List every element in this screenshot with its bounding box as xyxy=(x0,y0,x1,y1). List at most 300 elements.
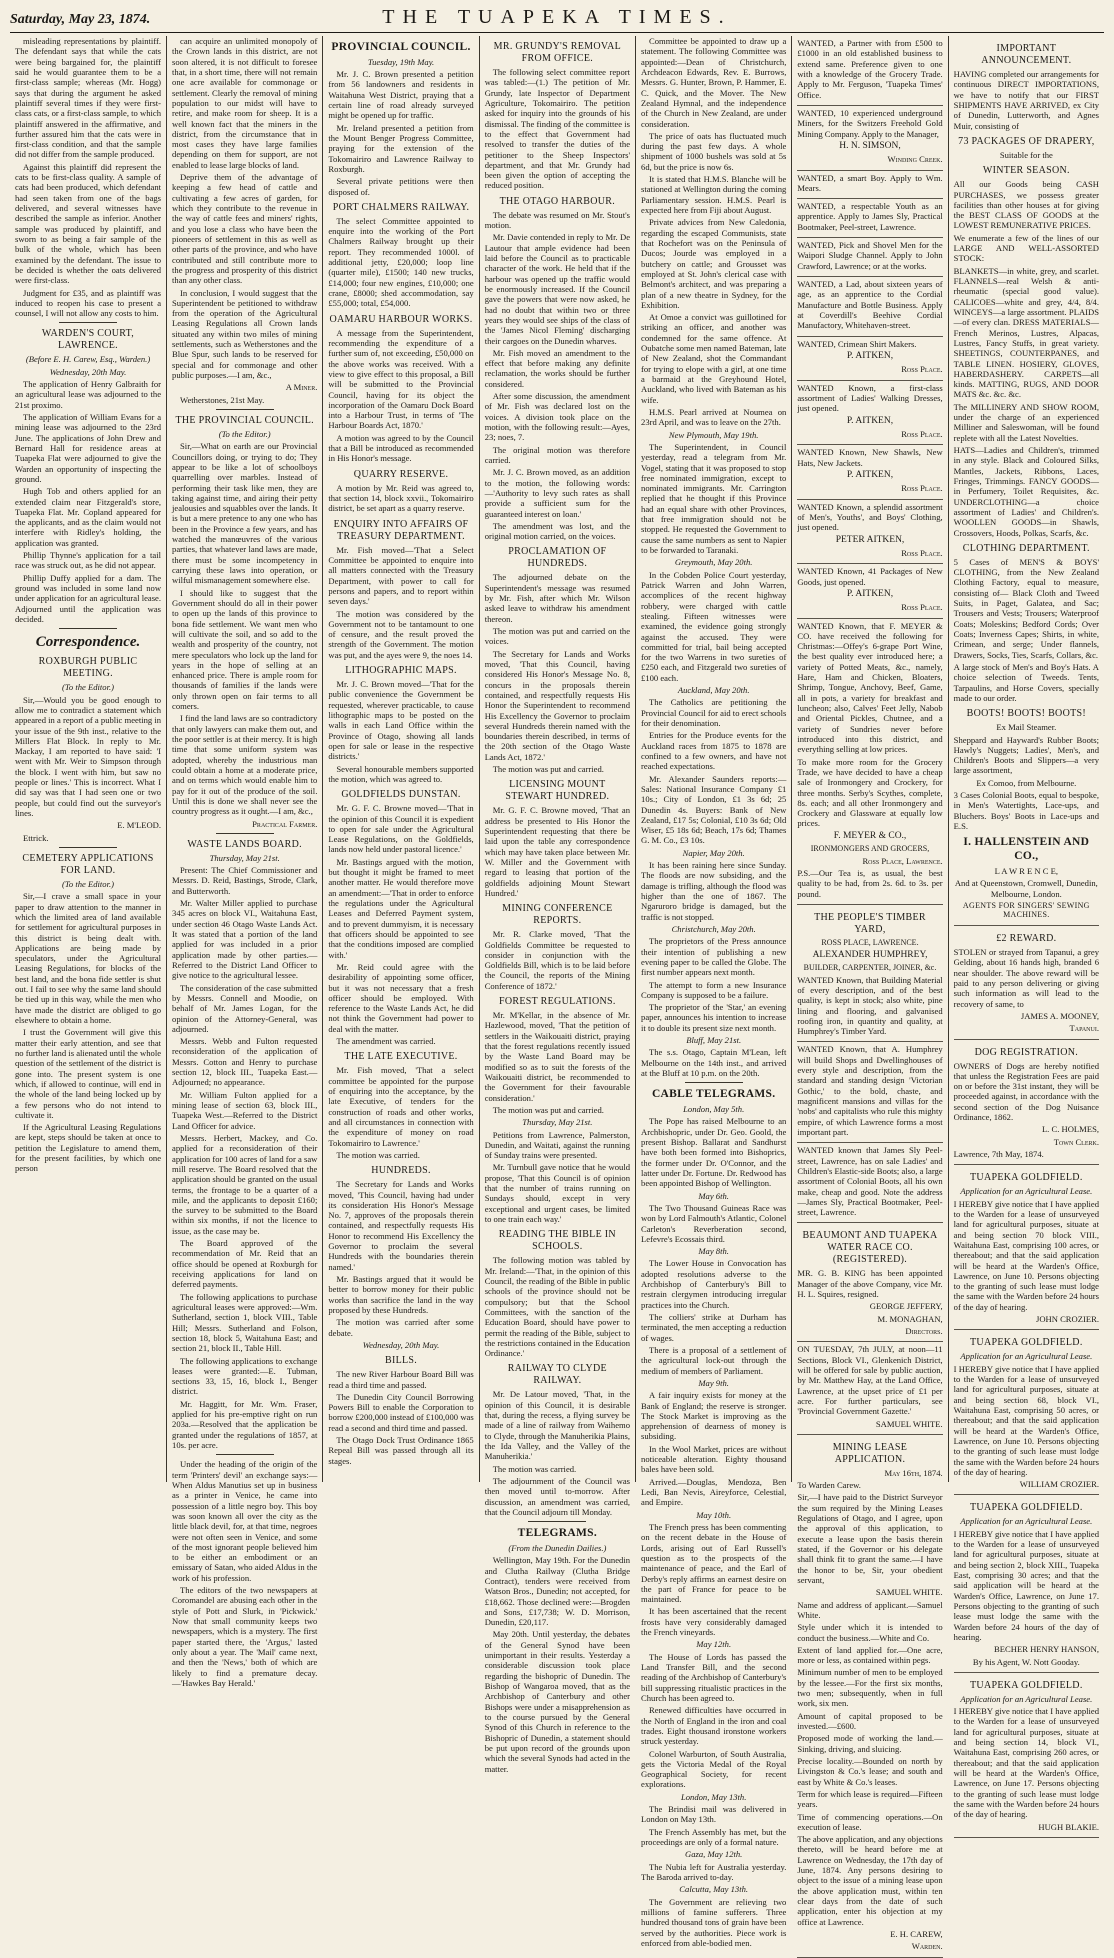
article-paragraph: If the Agricultural Leasing Regulations are kept, steps should be taken at once to petition the Legislature to amend them, for the present facilities, by which one person xyxy=(15,1122,162,1174)
article-paragraph: The adjournment of the Council was then moved until to-morrow. After discussion, an amendment was carried, that the Council adjourn till Monday. xyxy=(484,1475,631,1517)
correspondence-heading: Correspondence. xyxy=(35,634,141,651)
article-paragraph: Mr. Bastings argued with the motion, but thought it might be framed to meet another matter. He would therefore move an amendment:—'That in order to enforce the regulations under the Agricultural Leases and Deferred Payment system, and to prevent dummyism, it is necessary that officers should be appointed to see that the conditions imposed are complied with.' xyxy=(328,856,474,960)
dateline: Christchurch, May 20th. xyxy=(671,923,756,934)
dateline: Gaza, May 12th. xyxy=(685,1849,743,1860)
ad-text: Ex Mail Steamer. xyxy=(996,722,1057,733)
ad-advertiser: HUGH BLAKIE. xyxy=(1038,1821,1099,1832)
dateline: Calcutta, May 13th. xyxy=(679,1884,749,1895)
ad-heading: TUAPEKA GOLDFIELD. xyxy=(970,1172,1083,1184)
article-paragraph: Mr. R. Clarke moved, 'That the Goldfields Committee be requested to consider in conjunction with the Goldfields Bill, which is to be laid before the Council, the reports of the Mining Conference of 1872.' xyxy=(484,929,631,991)
classified-ad xyxy=(797,1042,942,1143)
article-paragraph: Mr. Fish moved—'That a Select Committee be appointed to enquire into all matters connected with the Treasury Department, with power to call for persons and papers, and to report within seven days.' xyxy=(328,544,474,607)
ad-role: Town Clerk. xyxy=(1053,1136,1099,1147)
divider xyxy=(59,628,117,629)
classified-ad xyxy=(797,1342,942,1435)
article-paragraph: Under the heading of the origin of the term 'Printers' devil' an exchange says:—When Aldus Manutius set up in business as a printer in Venice, he came into possession of a little negro boy. This boy was soon known all over the city as the little black devil, for, at that time, negroes were not often seen in Venice, and some of the most ignorant people believed him to be either an embodiment or an emissary of Satan, who aided Aldus in the work of his profession. xyxy=(172,1459,318,1583)
ad-text: BLANKETS—in white, grey, and scarlet. FLANNELS—real Welsh & anti-rheumatic (special good value). CALICOES—white and grey, 4/4, 8/4. WINCEYS—a large assortment. PLAIDS—of every clan. DRESS MATERIALS—French Merinos, Lustres, Alpacas, Lustres, Fancy Stuffs, in great variety. SHEETINGS, COUNTERPANES, and TABLE LINEN. HOSIERY, GLOVES, HABERDASHERY. CARPETS—all kinds. MATTING, RUGS, AND DOOR MATS &c. &c. &c. xyxy=(953,265,1099,400)
article-paragraph: Several honourable members supported the motion, which was agreed to. xyxy=(328,763,474,784)
article-paragraph: The attempt to form a new Insurance Company is supposed to be a failure. xyxy=(641,979,787,1000)
ad-place: Tapanui. xyxy=(1069,1023,1099,1034)
article-paragraph: At Omoe a convict was guillotined for striking an officer, and another was condemned for the same offence. At Oubatche some men named Bateman, late of New Zealand, shot the Commandant for trying to elope with a girl, at one time a barmaid at the Greyhound Hotel, Auckland, who lived with Bateman as his wife. xyxy=(641,312,787,405)
ad-advertiser: P. AITKEN, xyxy=(846,588,894,599)
ad-text: WANTED, a Partner with from £500 to £1000 in an old established business to extend same. Preference given to one with a knowledge of the Grocery Trade. Apply to Mr. Ferguson, 'Tuapeka Times' Office. xyxy=(797,38,943,100)
subsection-heading: PROCLAMATION OF HUNDREDS. xyxy=(508,546,607,570)
article-paragraph: Petitions from Lawrence, Palmerston, Dunedin, and Waitati, against the running of Sunday trains were presented. xyxy=(484,1129,631,1161)
ad-text: Amount of capital proposed to be invested.—£600. xyxy=(797,1710,943,1732)
article-paragraph: The motion was put and carried. xyxy=(492,1104,604,1115)
dateline: May 8th. xyxy=(698,1246,729,1257)
ad-text: 3 Cases Colonial Boots, equal to bespoke, in Men's Watertights, Lace-ups, and Bluchers. Boys' Boots in Lace-ups and E.S. xyxy=(953,790,1099,831)
section-heading: WASTE LANDS BOARD. xyxy=(187,838,302,850)
ad-text: I HEREBY give notice that I have applied to the Warden for a lease of unsurveyed land for agricultural purposes, situate at and being section 68, block VI., Waitahuna East, comprising 50 acres, or thereabout; and that the said application will be heard at the Warden's Office, Lawrence, on June 10. Persons objecting to the granting of such lease must lodge the same with the Warden before 24 hours of the day of hearing. xyxy=(953,1363,1099,1477)
article-paragraph: Committee be appointed to draw up a statement. The following Committee was appointed:—Dean of Christchurch, Archdeacon Edwards, Rev. E. Burrows, Messrs. G. Hunter, Brown, P. Hammer, E. C. Quick, and the Mover. The New Zealand Hymnal, and the independence of the Church in New Zealand, are under consideration. xyxy=(641,36,787,129)
article-paragraph: The Dunedin City Council Borrowing Powers Bill to enable the Corporation to borrow £200,000 instead of £100,000 was read a second and third time and passed. xyxy=(328,1391,474,1433)
article-paragraph: In the Cobden Police Court yesterday, Patrick Warren and John Warren, accomplices of the recent highway robbery, were charged with cattle stealing. Fifteen witnesses were examined, the evidence going strongly against the accused. They were committed for trial, bail being accepted for the two Warrens in two sureties of £250 each, and Fitzgerald two sureties of £100 each. xyxy=(641,569,787,683)
article-paragraph: H.M.S. Pearl arrived at Noumea on 23rd April, and was to leave on the 27th. xyxy=(641,406,787,428)
article-paragraph: The application of William Evans for a mining lease was adjourned to the 23rd June. The applications of John Drew and Bernard Hall for residence areas at Tuapeka Flat were adjourned to give the Warden an opportunity of inspecting the ground. xyxy=(15,412,162,484)
article-paragraph: The following applications to purchase agricultural leases were approved:—Wm. Sutherland, section 1, block VIII., Table Hill; Messrs. Sutherland and Folson, section 18, block 5, Waitahuna East; and section 21, block II., Table Hill. xyxy=(172,1291,318,1354)
article-paragraph: The Pope has raised Melbourne to an Archbishopric, under Dr. Geo. Goold, the present Bishop. Ballarat and Sandhurst have both been formed into Bishoprics, the former under Dr. O'Connor, and the latter under Dr. Fortune. Dr. Redwood has been appointed Bishop of Wellington. xyxy=(641,1116,787,1189)
columns xyxy=(10,36,1104,1952)
ad-text: WANTED, Crimean Shirt Makers. xyxy=(797,338,917,349)
subsection-heading: LICENSING MOUNT STEWART HUNDRED. xyxy=(505,779,610,803)
article-paragraph: Mr. Bastings argued that it would be better to borrow money for their public works than sacrifice the land in the way proposed by these Hundreds. xyxy=(328,1274,474,1315)
article-paragraph: The new River Harbour Board Bill was read a third time and passed. xyxy=(328,1369,474,1390)
subsection-heading: PORT CHALMERS RAILWAY. xyxy=(332,201,470,213)
ad-advertiser: SAMUEL WHITE. xyxy=(875,1587,943,1598)
classified-ad xyxy=(797,905,942,1042)
ad-text: OWNERS of Dogs are hereby notified that unless the Registration Fees are paid on or before the 31st instant, they will be proceeded against, in accordance with the second section of the Dog Nuisance Ordinance, 1862. xyxy=(953,1060,1099,1123)
article-paragraph: Phillip Thynne's application for a tail race was struck out, as he did not appear. xyxy=(15,550,162,571)
article-paragraph: The Lower House in Convocation has adopted resolutions adverse to the Archbishop of Canterbury's Bill to restrain clergymen introducing irregular practices into the Church. xyxy=(641,1258,787,1310)
ad-advertiser: H. N. SIMSON, xyxy=(839,140,901,151)
classified-ad xyxy=(797,619,942,905)
column-4 xyxy=(479,36,635,1774)
divider xyxy=(216,409,274,410)
article-paragraph: Judgment for £35, and as plaintiff was induced to reopen his case to present a counsel, I will not allow any costs to him. xyxy=(15,287,162,319)
article-paragraph: Entries for the Produce events for the Auckland races from 1875 to 1878 are confined to a few owners, and have not reached expectations. xyxy=(641,730,787,772)
article-paragraph: The Superintendent, in Council yesterday, read a telegram from Mr. Vogel, stating that it was proposed to stop free nominated immigration, except to nominated immigrants. Mr. Carrington replied that he thought if this Province had an equal share with other Provinces, that free immigration should not be stopped. He requested the Government to cause the same numbers as sent to Napier to be forwarded to Taranaki. xyxy=(641,441,787,555)
section-subheading: (From the Dunedin Dailies.) xyxy=(508,1542,607,1553)
ad-text: WANTED Known, New Shawls, New Hats, New Jackets. xyxy=(797,447,943,468)
article-paragraph: Present: The Chief Commissioner and Messrs. D. Reid, Bastings, Strode, Clark, and Butterworth. xyxy=(172,865,318,896)
ad-text: 5 Cases of MEN'S & BOYS' CLOTHING, from the New Zealand Clothing Factory, equal to measure, consisting of— Black Cloth and Tweed Suits, in Paget, Galatea, and Sac; Trousers and Vests; Trousers; Waterproof Coats; Moleskins; Bedford Cords; Over Coats; Inverness Capes; Shirts, in white, Crimean, and serge; Under flannels, Drawers, Socks, Ties, Scarfs, Collars, &c. xyxy=(953,556,1099,660)
newspaper-title: THE TUAPEKA TIMES. xyxy=(382,6,732,28)
display-ad-hallenstein xyxy=(954,36,1099,926)
section-date: Thursday, May 21st. xyxy=(209,852,280,863)
column-2 xyxy=(166,36,322,1688)
dateline: Napier, May 20th. xyxy=(682,847,745,858)
ad-subheading: BOOTS! BOOTS! BOOTS! xyxy=(966,708,1086,720)
article-paragraph: Mr. G. F. C. Browne moved, 'That an address be presented to His Honor the Superintendent requesting that there be laid upon the table any correspondence which may have taken place between Mr. W. Miller and the Government with regard to leasing that portion of the goldfields adjoining Mount Stewart Hundred.' xyxy=(484,805,631,898)
section-heading: CEMETERY APPLICATIONS FOR LAND. xyxy=(22,852,154,876)
article-paragraph: The Nubia left for Australia yesterday. The Baroda arrived to-day. xyxy=(641,1861,787,1882)
article-paragraph: Mr. J. C. Brown moved, as an addition to the motion, the following words:—'Authority to levy such rates as shall provide a sufficient sum for the guaranteed interest on loan.' xyxy=(484,467,631,519)
article-paragraph: Mr. Haggitt, for Mr. Wm. Fraser, applied for his pre-emptive right on run 203a.—Resolved that the application be granted under the regulations of 1857, at 10s. per acre. xyxy=(172,1398,318,1450)
section-subheading: (To the Editor.) xyxy=(62,878,114,889)
subsection-heading: LITHOGRAPHIC MAPS. xyxy=(345,665,457,677)
ad-date: Lawrence, 7th May, 1874. xyxy=(953,1149,1044,1160)
ad-text: WANTED, a smart Boy. Apply to Wm. Mears. xyxy=(797,172,943,193)
letter-place: Ettrick. xyxy=(23,832,49,843)
ad-text: WANTED Known, that Building Material of every description, and of the best quality, is kept in stock; also white, pine lining and flooring, and galvanised roofing iron, in quantity and quality, at Humphrey's Timber Yard. xyxy=(797,974,943,1037)
article-paragraph: The French Assembly has met, but the proceedings are only of a formal nature. xyxy=(641,1826,787,1848)
article-paragraph: The editors of the two newspapers at Coromandel are abusing each other in the style of Pott and Slurk, in 'Pickwick.' Now that small community keeps two newspapers, which is a mystery. The first paper started there, the 'Argus,' lasted only about a year. The 'Mail' came next, and then the 'News,' both of which are likely to find a premature decay.—'Hawkes Bay Herald.' xyxy=(172,1585,318,1688)
ad-heading: TUAPEKA GOLDFIELD. xyxy=(970,1337,1083,1349)
article-paragraph: The colliers' strike at Durham has terminated, the men accepting a reduction of wages. xyxy=(641,1312,787,1343)
ad-text: P.S.—Our Tea is, as usual, the best quality to be had, from 2s. 6d. to 3s. per pound. xyxy=(797,868,943,899)
classified-ad xyxy=(797,1435,942,1958)
subsection-heading: MR. GRUNDY'S REMOVAL FROM OFFICE. xyxy=(493,41,622,64)
subsection-heading: OAMARU HARBOUR WORKS. xyxy=(329,313,473,325)
classified-ad xyxy=(797,36,942,106)
ad-heading: BEAUMONT AND TUAPEKA WATER RACE CO. (REGISTERED). xyxy=(802,1230,938,1266)
section-date: Thursday, May 21st. xyxy=(522,1117,593,1128)
article-paragraph: Mr. G. F. C. Browne moved—'That in the opinion of this Council it is expedient to open for sale under the Agricultural Lease Regulations, on the Goldfields, lands now held under pastoral licence.' xyxy=(328,803,474,855)
ad-text: Name and address of applicant.—Samuel White. xyxy=(797,1599,943,1620)
dateline: New Plymouth, May 19th. xyxy=(668,429,759,440)
classified-ad xyxy=(797,199,942,238)
section-date: Wednesday, 20th May. xyxy=(49,366,127,377)
classified-ad xyxy=(797,1223,942,1342)
ad-text: WANTED, a respectable Youth as an apprentice. Apply to James Sly, Practical Bootmaker, Peel-street, Lawrence. xyxy=(797,201,943,232)
subsection-heading: HUNDREDS. xyxy=(371,1165,431,1177)
article-paragraph: After some discussion, the amendment of Mr. Fish was declared lost on the voices. A division took place on the motion, with the following result:—Ayes, 23; noes, 7. xyxy=(484,391,631,443)
dateline: May 10th. xyxy=(696,1509,732,1520)
article-paragraph: Mr. William Fulton applied for a mining lease of section 63, block III., Tuapeka West.—Referred to the District Land Officer for advice. xyxy=(172,1089,318,1131)
subsection-heading: GOLDFIELDS DUNSTAN. xyxy=(341,789,461,801)
divider xyxy=(685,1082,743,1083)
divider xyxy=(59,322,117,323)
ad-text: To Warden Carew. xyxy=(797,1480,861,1491)
ad-text: WANTED Known, a splendid assortment of Men's, Youths', and Boys' Clothing, just opened. xyxy=(797,501,943,533)
ad-advertiser: L. C. HOLMES, xyxy=(1041,1124,1099,1135)
ad-heading: MINING LEASE APPLICATION. xyxy=(832,1441,908,1465)
section-heading: THE PROVINCIAL COUNCIL. xyxy=(175,414,314,426)
ad-text: MR. G. B. KING has been appointed Manager of the above Company, vice Mr. H. L. Squires, resigned. xyxy=(797,1268,943,1300)
article-paragraph: The motion was put and carried. xyxy=(492,764,604,775)
section-heading: CABLE TELEGRAMS. xyxy=(651,1088,776,1101)
subsection-heading: THE LATE EXECUTIVE. xyxy=(344,1051,458,1063)
article-paragraph: Mr. M'Kellar, in the absence of Mr. Hazlewood, moved, 'That the petition of settlers in the Waikouaiti district, praying that the forest regulations recently issued by the Waste Land Board may be modified so as to suit the forests of the Waikouaiti district, be recommended to the Government for their favourable consideration.' xyxy=(484,1010,631,1103)
ad-text: WANTED Known, 41 Packages of New Goods, just opened. xyxy=(797,566,943,587)
ad-heading: IMPORTANT ANNOUNCEMENT. xyxy=(981,43,1072,66)
article-paragraph: Sir,—What on earth are our Provincial Councillors doing, or trying to do; They appear to be like a lot of schoolboys quarrelling over marbles. Instead of performing their task like men, they are taking against time, and airing their petty jealousies and squabbles over the lands. It is but a mere pretence to any one who has been in the Province a few years, and has watched the manœuvres of the various parties, that whatever land laws are made, there must be some incompetency in carrying these laws into operation, or wilful mismanagement somewhere else. xyxy=(172,441,318,586)
divider xyxy=(59,847,117,848)
article-paragraph: Mr. Turnbull gave notice that he would propose, 'That this Council is of opinion that the number of trains running on Sundays should, except in very exceptional and urgent cases, be limited to one train each way.' xyxy=(484,1162,631,1224)
masthead xyxy=(10,6,1104,33)
ad-text: We enumerate a few of the lines of our LARGE AND WELL-ASSORTED STOCK: xyxy=(953,232,1099,264)
article-paragraph: The following applications to exchange leases were granted:—E. Tubman, sections 33, 15, 16, block I., Benger district. xyxy=(172,1355,318,1397)
column-3 xyxy=(322,36,478,1482)
subsection-heading: FOREST REGULATIONS. xyxy=(499,996,616,1008)
ad-place: Winding Creek. xyxy=(887,154,943,165)
classified-ad xyxy=(797,171,942,200)
article-paragraph: A motion was agreed to by the Council that a Bill be introduced as recommended in His Honor's message. xyxy=(328,432,474,464)
dateline: May 12th. xyxy=(696,1639,732,1650)
dateline: May 6th. xyxy=(698,1190,729,1201)
ad-text: To make more room for the Grocery Trade, we have decided to have a cheap sale of Ironmongery and Crockery, for three months. Serby's Scythes, complete, 8s. each; and all other Ironmongery and Crockery and Glassware at equally low prices. xyxy=(797,756,943,829)
ad-text: HATS—Ladies and Children's, trimmed in any style. Black and Coloured Silks, Mantles, Jackets, Ribbons, Laces, Fringes, Trimmings. FANCY GOODS—in Perfumery, Toilet Requisites, &c. UNDERCLOTHING—a choice assortment of Ladies' and Children's. WOOLLEN GOODS—in Shawls, Crossovers, Hoods, Polkas, Scarfs, &c. xyxy=(953,445,1099,538)
ad-advertiser: BECHER HENRY HANSON, xyxy=(994,1644,1099,1655)
dateline: Bluff, May 21st. xyxy=(686,1035,742,1046)
divider xyxy=(528,1521,586,1522)
section-heading: ROXBURGH PUBLIC MEETING. xyxy=(38,656,138,680)
classified-ad xyxy=(954,1673,1099,1838)
ad-text: WANTED known that James Sly Peel-street, Lawrence, has on sale Ladies' and Children's Elastic-side Boots; also, a large assortment of Colonial Boots, all his own make, cheap and good. Note the address—James Sly, Practical Bootmaker, Peel-street, Lawrence. xyxy=(797,1145,943,1218)
article-paragraph: It has been raining here since Sunday. The floods are now subsiding, and the damage is trifling, although the flood was higher than the one of 1867. The Ngaruroro bridge is damaged, but the traffic is not stopped. xyxy=(641,860,787,922)
section-subheading: (To the Editor.) xyxy=(218,428,271,439)
ad-role: Warden. xyxy=(911,1941,943,1952)
letter-signature: Practical Farmer. xyxy=(252,818,318,829)
ad-heading: £2 REWARD. xyxy=(996,933,1057,945)
ad-text: STOLEN or strayed from Tapanui, a grey Gelding, about 16 hands high, branded 6 near shoulder. The above reward will be paid to any person delivering or giving such information as will lead to the recovery of same, to xyxy=(953,947,1099,1009)
ad-heading: TUAPEKA GOLDFIELD. xyxy=(970,1502,1083,1514)
ad-place: L A W R E N C E, xyxy=(994,865,1059,876)
article-paragraph: In conclusion, I would suggest that the Superintendent be petitioned to withdraw from the operation of the Agricultural Leasing Regulations all Crown lands situated any within two miles of mining settlements, such as Wetherstones and the Blue Spur, such lands to be reserved for special and for commonage and other public purposes.—I am, &c., xyxy=(172,287,318,380)
ad-advertiser: ALEXANDER HUMPHREY, xyxy=(812,949,928,960)
ad-text: Time of commencing operations.—On execution of lease. xyxy=(797,1811,943,1832)
classified-ad xyxy=(797,106,942,171)
column-7-advertisements xyxy=(948,36,1104,1832)
article-paragraph: misleading representations by plaintiff. The defendant says that while the cats were being bargained for, the plaintiff said he would guarantee them to be a first-class sample; whereas (Mr. Hogg) says that during the argument he asked plaintiff several times if they were first-class cats, or a first-class sample, to which plaintiff answered in the affirmative, and further assured him that the cats were in first-class condition, and that the sample did not differ from the sample produced. xyxy=(15,36,162,160)
column-6-advertisements xyxy=(791,36,947,1952)
ad-text: The above application, and any objections thereto, will be heard before me at Lawrence on Wednesday, the 17th day of June, 1874. Any persons desiring to object to the issue of a mining lease upon the above application must, within ten clear days from the date of such application, enter his objection at my office at Lawrence. xyxy=(797,1834,943,1927)
ad-advertiser: PETER AITKEN, xyxy=(835,534,905,545)
article-paragraph: The select Committee appointed to enquire into the working of the Port Chalmers Railway brought up their report. They recommended 1000l. of additional jetty, £20,000; loop line (quarter mile), £1500; 140 new trucks, £14,000; four new engines, £10,000; one crane, £8000; shed accommodation, say £55,000; total, £54,000. xyxy=(328,215,474,309)
divider xyxy=(216,1454,274,1455)
ad-text: Style under which it is intended to conduct the business.—White and Co. xyxy=(797,1622,943,1643)
ad-text: Proposed mode of working the land.—Sinking, driving, and sluicing. xyxy=(797,1733,943,1754)
article-paragraph: Mr. De Latour moved, 'That, in the opinion of this Council, it is desirable that, during the recess, a flying survey be made of a line of railway from Waihemo to Clyde, through the Manuherikia Plains, the Ida Valley, and the Valley of the Manuherikia.' xyxy=(484,1389,631,1462)
ad-highlight: Suitable for the xyxy=(999,149,1053,160)
section-date: Tuesday, 19th May. xyxy=(367,56,435,67)
ad-text: I HEREBY give notice that I have applied to the Warden for a lease of unsurveyed land for agricultural purposes, situate at and being section 2, block XIII., Tuapeka East, comprising 30 acres; and that the said application will be heard at the Warden's Office, Lawrence, on June 17. Persons objecting to the granting of such lease must lodge the same with the Warden before 24 hours of the day of hearing. xyxy=(953,1528,1099,1642)
classified-ad xyxy=(797,445,942,499)
ad-text: WANTED, Pick and Shovel Men for the Waipori Sludge Channel. Apply to John Crawford, Lawrence; or at the works. xyxy=(797,240,943,271)
ad-text: Minimum number of men to be employed by the lessee.—For the first six months, two men; subsequently, when in full work, six men. xyxy=(797,1667,943,1709)
subsection-heading: QUARRY RESERVE. xyxy=(353,468,449,480)
ad-highlight: WINTER SEASON. xyxy=(982,165,1070,177)
section-subheading: (Before E. H. Carew, Esq., Warden.) xyxy=(25,354,151,365)
article-paragraph: The Catholics are petitioning the Provincial Council for aid to erect schools for their denomination. xyxy=(641,697,787,728)
article-paragraph: The following select committee report was tabled:—(1.) The petition of Mr. Grundy, late Inspector of Department Agriculture, Tokomairiro. The petition asked for inquiry into the grounds of his dismissal. The finding of the committee is to the effect that Government had resolved to transfer the duties of the petitioner to the Sheep Inspectors' department, and that Mr. Grundy had been given the option of accepting the reduced position. xyxy=(484,67,631,191)
ad-subheading: Application for an Agricultural Lease. xyxy=(960,1351,1093,1362)
ad-advertiser: E. H. CAREW, xyxy=(890,1928,943,1939)
subsection-heading: MINING CONFERENCE REPORTS. xyxy=(502,903,613,927)
subsection-heading: THE OTAGO HARBOUR. xyxy=(499,195,616,207)
ad-place: Ross Place, Lawrence. xyxy=(862,855,943,866)
ad-place: Ross Place. xyxy=(901,602,943,613)
classified-ad xyxy=(954,1495,1099,1672)
classified-ad xyxy=(954,1040,1099,1166)
ad-subheading: Application for an Agricultural Lease. xyxy=(960,1516,1093,1527)
letter-signature: E. M'LEOD. xyxy=(117,820,162,831)
letter-place: Wetherstones, 21st May. xyxy=(180,394,265,405)
article-paragraph: The Secretary for Lands and Works moved, 'This Council, having had under its consideration His Honor's Message No. 7, approves of the proposals therein contained, and respectfully requests His Honor to recommend His Excellency the Governor to proclaim the several Hundreds with the boundaries therein named.' xyxy=(328,1179,474,1272)
article-paragraph: The motion was carried. xyxy=(336,1149,420,1160)
article-paragraph: The s.s. Otago, Captain M'Lean, left Melbourne on the 14th inst., and arrived at the Bluff at 10 p.m. on the 20th. xyxy=(641,1047,787,1078)
article-paragraph: I should like to suggest that the Government should do all in their power to open up the lands of this province to bona fide settlement. We want men who will cultivate the soil, and so add to the wealth and prosperity of the country, not mere speculators who lock up the land for years in the hope of selling at an enhanced price. There is ample room for thousands of families if the lands were only thrown open on fair terms to all comers. xyxy=(172,587,318,712)
section-date: Wednesday, 20th May. xyxy=(362,1339,440,1350)
dateline: Greymouth, May 20th. xyxy=(674,557,753,568)
column-1 xyxy=(10,36,166,1482)
ad-advertiser: I. HALLENSTEIN AND CO., xyxy=(963,836,1090,863)
ad-place: Ross Place. xyxy=(901,483,943,494)
ad-subheading: Application for an Agricultural Lease. xyxy=(960,1186,1093,1197)
article-paragraph: Renewed difficulties have occurred in the North of England in the iron and coal trades. Eight thousand ironstone workers struck yesterday. xyxy=(641,1705,787,1747)
ad-text: ON TUESDAY, 7th JULY, at noon—11 Sections, Block VI., Glenkenich District, will be offered for sale by public auction, by Mr. Matthew Hay, at the Land Office, Lawrence, at the upset price of £1 per acre. For further particulars, see 'Provincial Government Gazette.' xyxy=(797,1344,943,1417)
ad-text: I HEREBY give notice that I have applied to the Warden for a lease of unsurveyed land for agricultural purposes, situate at and being section 14, block VI., Waitahuna East, comprising 260 acres, or thereabout; and that the said application will be heard at the Warden's Office, Lawrence, on June 17. Persons objecting to the granting of such lease must lodge the same with the Warden before 24 hours of the day of hearing. xyxy=(953,1706,1099,1820)
ad-subheading: Application for an Agricultural Lease. xyxy=(960,1693,1093,1704)
article-paragraph: Colonel Warburton, of South Australia, gets the Victoria Medal of the Royal Geographical Society, for recent explorations. xyxy=(641,1748,787,1790)
article-paragraph: The French press has been commenting on the recent debate in the House of Lords, arising out of Earl Russell's question as to the prospects of the maintenance of peace, and the Earl of Derby's reply affirms an earnest desire on the part of France for peace to be maintained. xyxy=(641,1521,787,1605)
ad-text: AGENTS FOR SINGERS' SEWING MACHINES. xyxy=(962,900,1090,920)
ad-highlight: 73 PACKAGES OF DRAPERY, xyxy=(958,135,1095,147)
article-paragraph: Arrived.—Douglas, Mendoza, Ben Ledi, Ban Nevis, Aireyforce, Celestial, and Empire. xyxy=(641,1476,787,1508)
classified-ad xyxy=(797,238,942,277)
section-heading: WARDEN'S COURT, LAWRENCE. xyxy=(41,328,135,352)
article-paragraph: The adjourned debate on the Superintendent's message was resumed by Mr. Fish, after which Mr. Wilson asked leave to withdraw his amendment thereon. xyxy=(484,572,631,624)
article-paragraph: Private advices from New Caledonia, regarding the escaped Communists, state that Rochefort was on the Peninsula of Ducos; Jourde was employed in a butchery on cattle; and Grousset was employed at St. John's clerical case with Belmont's architect, and was preparing a plan of a new theatre in Sydney, for the Exhibition. xyxy=(641,217,787,310)
classified-ad xyxy=(797,337,942,381)
article-paragraph: The original motion was therefore carried. xyxy=(484,444,631,465)
classified-ad xyxy=(954,1165,1099,1330)
section-heading: PROVINCIAL COUNCIL. xyxy=(331,41,471,53)
article-paragraph: The Secretary for Lands and Works moved, 'That this Council, having considered His Honor's Message No. 8, concurs in the proposals therein contained, and respectfully requests His Honor the Superintendent to recommend His Excellency the Governor to proclaim several Hundreds therein named with the boundaries therein described, in terms of the 20th section of the Otago Waste Lands Act, 1872.' xyxy=(484,648,631,762)
classified-ad xyxy=(797,500,942,565)
ad-text: HAVING completed our arrangements for continuous DIRECT IMPORTATIONS, we have to notify that our FIRST SHIPMENTS HAVE ARRIVED, ex City of Dunedin, Lutterworth, and Agnes Muir, consisting of xyxy=(953,69,1099,131)
ad-subheading: CLOTHING DEPARTMENT. xyxy=(962,542,1090,554)
issue-date: Saturday, May 23, 1874. xyxy=(10,12,151,27)
article-paragraph: The Government are relieving two millions of famine sufferers. Three hundred thousand tons of grain have been served by the authorities. Piece work is enforced from able-bodied men. xyxy=(641,1896,787,1948)
article-paragraph: Hugh Tob and others applied for an extended claim near Fitzgerald's store, Tuapeka Flat. Mr. Copland appeared for the applicants, and as the claim would not interfere with Ridley's holding, the application was granted. xyxy=(15,486,162,548)
ad-text: I HEREBY give notice that I have applied to the Warden for a lease of unsurveyed land for agricultural purposes, situate at and being section 70 block VIII., Waitahuna East, comprising 100 acres, or thereabout; and that the said application will be heard at the Warden's Office, Lawrence, on June 10. Persons objecting to the granting of such lease must lodge the same with the Warden before 24 hours of the day of hearing. xyxy=(953,1198,1099,1312)
ad-director: M. MONAGHAN, xyxy=(877,1313,943,1324)
dateline: Auckland, May 20th. xyxy=(677,685,750,696)
article-paragraph: The Two Thousand Guineas Race was won by Lord Falmouth's Atlantic, Colonel Carleton's Reverberation second, Lefevre's Ecossais third. xyxy=(641,1202,787,1244)
section-heading: TELEGRAMS. xyxy=(517,1527,598,1540)
article-paragraph: The proprietor of the 'Star,' an evening paper, announces his intention to increase it to double its present size next month. xyxy=(641,1002,787,1033)
ad-heading: TUAPEKA GOLDFIELD. xyxy=(970,1679,1083,1691)
classified-ad xyxy=(954,926,1099,1040)
article-paragraph: Mr. Walter Miller applied to purchase 345 acres on block VI., Waitahuna East, under section 46 Otago Waste Lands Act. It was stated that a portion of the land applied for was included in a prior application made by other parties.—Referred to the District Land Officer to give notice to the agricultural lessee. xyxy=(172,898,318,981)
article-paragraph: Mr. J. C. Brown presented a petition from 56 landowners and residents in Waitahuna West District, praying that a certain line of road already surveyed might be opened up for traffic. xyxy=(328,69,474,121)
ad-text: WANTED Known, that F. MEYER & CO. have received the following for Christmas:—Offey's 6-grape Port Wine, the best quality ever introduced here; a variety of Potted Meats, &c., namely, Hare, Ham and Chicken, Bloaters, Shrimp, Tongue, Anchovy, Beef, Game, all in pots, a variety for breakfast and luncheon; also, Calves' Feet Jelly, Nabob and Oriental Pickles, Chutnee, and a variety of Sundries never before introduced into this district, and everything selling at low prices. xyxy=(797,620,943,755)
article-paragraph: The Brindisi mail was delivered in London on May 13th. xyxy=(641,1804,787,1825)
article-paragraph: The application of Henry Galbraith for an agricultural lease was adjourned to the 21st proximo. xyxy=(15,379,162,410)
article-paragraph: The proprietors of the Press announce their intention of publishing a new evening paper to be called the Globe. The first number appears next month. xyxy=(641,936,787,978)
article-paragraph: The Otago Dock Trust Ordinance 1865 Repeal Bill was passed through all its stages. xyxy=(328,1435,474,1466)
ad-advertiser: JOHN CROZIER. xyxy=(1035,1314,1099,1325)
article-paragraph: The House of Lords has passed the Land Transfer Bill, and the second reading of the Archbishop of Canterbury's bill suppressing ritualistic practices in the Church has been agreed to. xyxy=(641,1651,787,1703)
ad-role: BUILDER, CARPENTER, JOINER, &c. xyxy=(803,963,937,972)
subsection-heading: BILLS. xyxy=(384,1355,418,1367)
ad-advertiser: SAMUEL WHITE. xyxy=(875,1418,943,1429)
article-paragraph: The motion was carried. xyxy=(492,1463,577,1474)
ad-text: And at Queenstown, Cromwell, Dunedin, Melbourne, London. xyxy=(954,878,1098,899)
ad-text: Ex Comoo, from Melbourne. xyxy=(976,777,1077,788)
divider xyxy=(216,833,274,834)
ad-place: Ross Place. xyxy=(901,364,943,375)
article-paragraph: Several private petitions were then disposed of. xyxy=(328,176,474,197)
ad-heading: THE PEOPLE'S TIMBER YARD, xyxy=(814,912,926,936)
dateline: London, May 13th. xyxy=(680,1791,747,1802)
ad-text: The MILLINERY AND SHOW ROOM, under the charge of an experienced Milliner and Saleswoman, will be found replete with all the Latest Novelties. xyxy=(953,401,1099,443)
dateline: London, May 5th. xyxy=(683,1104,745,1115)
article-paragraph: May 20th. Until yesterday, the debates of the General Synod have been unimportant in their results. Yesterday a considerable discussion took place regarding the bishopric of Dunedin. The Bishop of Wangaroa moved, that as the Archbishop of Canterbury and other Bishops were under a misapprehension as to the course pursued by the General Synod of this Church in reference to the Bishopric of Dunedin, a statement should be put upon record of the grounds upon which the several Synods had acted in the matter. xyxy=(484,1629,631,1774)
article-paragraph: The motion was carried after some debate. xyxy=(328,1317,474,1338)
classified-ad xyxy=(954,1330,1099,1495)
article-paragraph: The Board approved of the recommendation of Mr. Reid that an office should be opened at Roxburgh for receiving applications for land on deferred payments. xyxy=(172,1238,318,1290)
article-paragraph: The consideration of the case submitted by Messrs. Connell and Moodie, on behalf of Mr. James Logan, for the opinion of the Attorney-General, was adjourned. xyxy=(172,982,318,1034)
ad-text: WANTED, 10 experienced underground Miners, for the Switzers Freehold Gold Mining Company. Apply to the Manager, xyxy=(797,107,943,139)
classified-ad xyxy=(797,564,942,618)
article-paragraph: A fair inquiry exists for money at the Bank of England; the reserve is stronger. The Stock Market is improving as the apprehension of dearness of money is subsiding. xyxy=(641,1390,787,1442)
article-paragraph: Deprive them of the advantage of keeping a few head of cattle and cultivating a few acres of garden, for which they contribute to the revenue in the way of cattle fees and miners' rights, and you lose a class who have been the pioneers of settlement in this as well as other parts of the province, and who have contributed and still contribute more to the progress and prosperity of this district than any other class. xyxy=(172,172,318,286)
ad-role: Directors. xyxy=(905,1326,943,1337)
article-paragraph: Messrs. Webb and Fulton requested reconsideration of the application of Messrs. Cotton and Henry to purchase section 12, block III., Tuapeka East.—Adjourned; no appearance. xyxy=(172,1036,318,1088)
ad-role: IRONMONGERS AND GROCERS, xyxy=(810,844,930,854)
ad-advertiser: P. AITKEN, xyxy=(846,469,894,480)
article-paragraph: can acquire an unlimited monopoly of the Crown lands in this district, are not soon altered, it is not difficult to foresee that, in a short time, there will not remain one acre available for commonage or settlement. Clearly the removal of mining population to our midst will have to retire, and make room for sheep. It is a well known fact that the miners in the district, from the circumstance that in most cases they have large families depending on them for support, are not enabled to lease large blocks of land. xyxy=(172,36,318,170)
article-paragraph: The following motion was tabled by Mr. Ireland:—'That, in the opinion of this Council, the reading of the Bible in public schools of the province should not be compulsory; but that the School Committees, with the sanction of the Education Board, should have power to permit the reading of the Bible, subject to the restrictions contained in the Education Ordinance.' xyxy=(484,1255,631,1359)
classified-ad xyxy=(797,381,942,446)
article-paragraph: I find the land laws are so contradictory that only lawyers can make them out, and the poor settler is at their mercy. It is high time that some uniform system was adopted, whereby the industrious man could obtain a home at a moderate price, and on terms which would enable him to pay for it out of the produce of the soil. Until this is done we shall never see the country progress as it ought.—I am, &c., xyxy=(172,713,318,817)
ad-advertiser: P. AITKEN, xyxy=(846,415,894,426)
article-paragraph: The amendment was lost, and the original motion carried, on the voices. xyxy=(484,520,631,542)
article-paragraph: In the Wool Market, prices are without noticeable alteration. Eighty thousand bales have been sold. xyxy=(641,1443,787,1475)
ad-text: WANTED Known, that A. Humphrey will build Shops and Dwellinghouses of every style and description, from the standard and standing design 'Victorian Gothic,' to the bold, chaste, and magnificent mansions and villas for the 'nobs' and capitalists who rule this mighty empire, of which Lawrence forms a most important part. xyxy=(797,1044,943,1137)
ad-text: Term for which lease is required—Fifteen years. xyxy=(797,1788,943,1810)
article-paragraph: The debate was resumed on Mr. Stout's motion. xyxy=(484,209,631,231)
letter-signature: A Miner. xyxy=(285,382,318,393)
article-paragraph: There is a proposal of a settlement of the agricultural lock-out through the medium of members of Parliament. xyxy=(641,1344,787,1376)
ad-text: WANTED, a Lad, about sixteen years of age, as an apprentice to the Cordial Manufacture and Bottle Business. Apply at Coverdill's Beehive Cordial Manufactory, Whitehaven-street. xyxy=(797,279,943,331)
section-subheading: (To the Editor.) xyxy=(62,682,114,693)
ad-advertiser: P. AITKEN, xyxy=(846,350,894,361)
ad-text: WANTED Known, a first-class assortment of Ladies' Walking Dresses, just opened. xyxy=(797,382,943,414)
article-paragraph: Mr. Fish moved an amendment to the effect that before making any definite reclamation, the works should be further considered. xyxy=(484,347,631,389)
article-paragraph: Wellington, May 19th. For the Dunedin and Clutha Railway (Clutha Bridge Contract), tenders were received from Watson Bros., Dunedin; not accepted, for £18,662. Those declined were:—Brogden and Sons, £17,738; W. D. Morrison, Dunedin, £20,117. xyxy=(484,1555,631,1628)
ad-place: Ross Place. xyxy=(901,547,943,558)
classified-ad xyxy=(797,1143,942,1223)
ad-heading: DOG REGISTRATION. xyxy=(974,1046,1079,1058)
ad-place: Ross Place. xyxy=(901,428,943,439)
ad-advertiser: JAMES A. MOONEY, xyxy=(1020,1010,1099,1021)
article-paragraph: Messrs. Herbert, Mackey, and Co. applied for a reconsideration of their application for 100 acres of land for a saw mill reserve. The Board resolved that the application should be granted on the usual terms, the frontage to be a quarter of a mile, and the applicants to deposit £160; the survey to be submitted to the Board within six months, if not the licence to issue, as the case may be. xyxy=(172,1132,318,1236)
ad-text: Precise locality.—Bounded on north by Livingston & Co.'s lease; and south and east by White & Co.'s leases. xyxy=(797,1755,943,1787)
subsection-heading: READING THE BIBLE IN SCHOOLS. xyxy=(498,1229,616,1253)
article-paragraph: Mr. Alexander Saunders reports:—Sales: National Insurance Company £1 10s.; City of London, £1 3s 6d; 25 Dunedin 4s. Buyers: Bank of New Zealand, £17 5s; Colonial, £10 3s 6d; Old Wiser, £5 18s 6d; Beach, 17s 6d; Thames G. M. Co., £3 10s. xyxy=(641,773,787,846)
article-paragraph: Sir,—Would you be good enough to allow me to contradict a statement which appeared in a report of a public meeting in your issue of the 9th inst., relative to the Millers Flat Block. In reply to Mr. Mackay, I am reported to have said: 'I went with Mr. Weir to Simpson through the block. I went with him, but saw no people or lines.' This is incorrect. What I did say was that I had seen one or two people, but could find out the surveyor's lines. xyxy=(15,694,162,818)
article-paragraph: A message from the Superintendent, recommending the expenditure of a further sum of, not exceeding, £50,000 on the above works was received. With a view to give effect to this proposal, a Bill will be submitted to the Provincial Council, having for its object the incorporation of the Oamaru Dock Board into a Harbour Trust, in terms of 'The Harbour Boards Act, 1870.' xyxy=(328,327,474,431)
ad-subheading: ROSS PLACE, LAWRENCE. xyxy=(821,938,919,948)
article-paragraph: It has been ascertained that the recent frosts have very considerably damaged the French vineyards. xyxy=(641,1606,787,1638)
article-paragraph: Mr. Fish moved, 'That a select committee be appointed for the purpose of enquiring into the acceptance, by the late Executive, of tenders for the construction of roads and other works, and all circumstances in connection with the expenditure of money on road Tokomairiro to Lawrence.' xyxy=(328,1065,474,1148)
article-paragraph: Against this plaintiff did represent the cats to be first-class quality. A sample of cats had been produced, which defendant had seen taken from one of the bags delivered, and several witnesses have described the sample as inferior. Another sample was produced by plaintiff, and sworn to as being a fair sample of the bulk of the whole, which has been examined by the defendant. The issue to be decided is whether the oats delivered were first-class. xyxy=(15,161,162,286)
article-paragraph: Phillip Duffy applied for a dam. The ground was included in some land now under application for an agricultural lease. Adjourned until the application was decided. xyxy=(15,572,162,624)
classified-ad xyxy=(797,277,942,337)
article-paragraph: The motion was considered by the Government not to be tantamount to one of censure, and the result proved the strength of the Government. The motion was put, and the ayes were 9, the noes 14. xyxy=(328,608,474,660)
ad-director: GEORGE JEFFERY, xyxy=(869,1301,943,1312)
article-paragraph: A motion by Mr. Reid was agreed to, that section 14, block xxvii., Tokomairiro district, be set apart as a quarry reserve. xyxy=(328,482,474,514)
article-paragraph: The amendment was carried. xyxy=(336,1036,436,1047)
article-paragraph: The motion was put and carried on the voices. xyxy=(484,626,631,647)
article-paragraph: Mr. Davie contended in reply to Mr. De Lautour that ample evidence had been laid before the Council as to practicable character of the work. He held that if the harbour was opened up the traffic would be enormously increased. If the Council gave the powers that were now asked, he had no doubt that within two or three years they would see ships of the class of the 'James Nicol Fleming' discharging their cargoes on the Dunedin wharves. xyxy=(484,232,631,346)
article-paragraph: The price of oats has fluctuated much during the past few days. A whole shipment of 1000 bushels was sold at 5s 6d, but the price is now 6s. xyxy=(641,130,787,172)
article-paragraph: Mr. Ireland presented a petition from the Mount Benger Progress Committee, praying for the extension of the Tokomairiro and Lawrence Railway to Roxburgh. xyxy=(328,122,474,174)
